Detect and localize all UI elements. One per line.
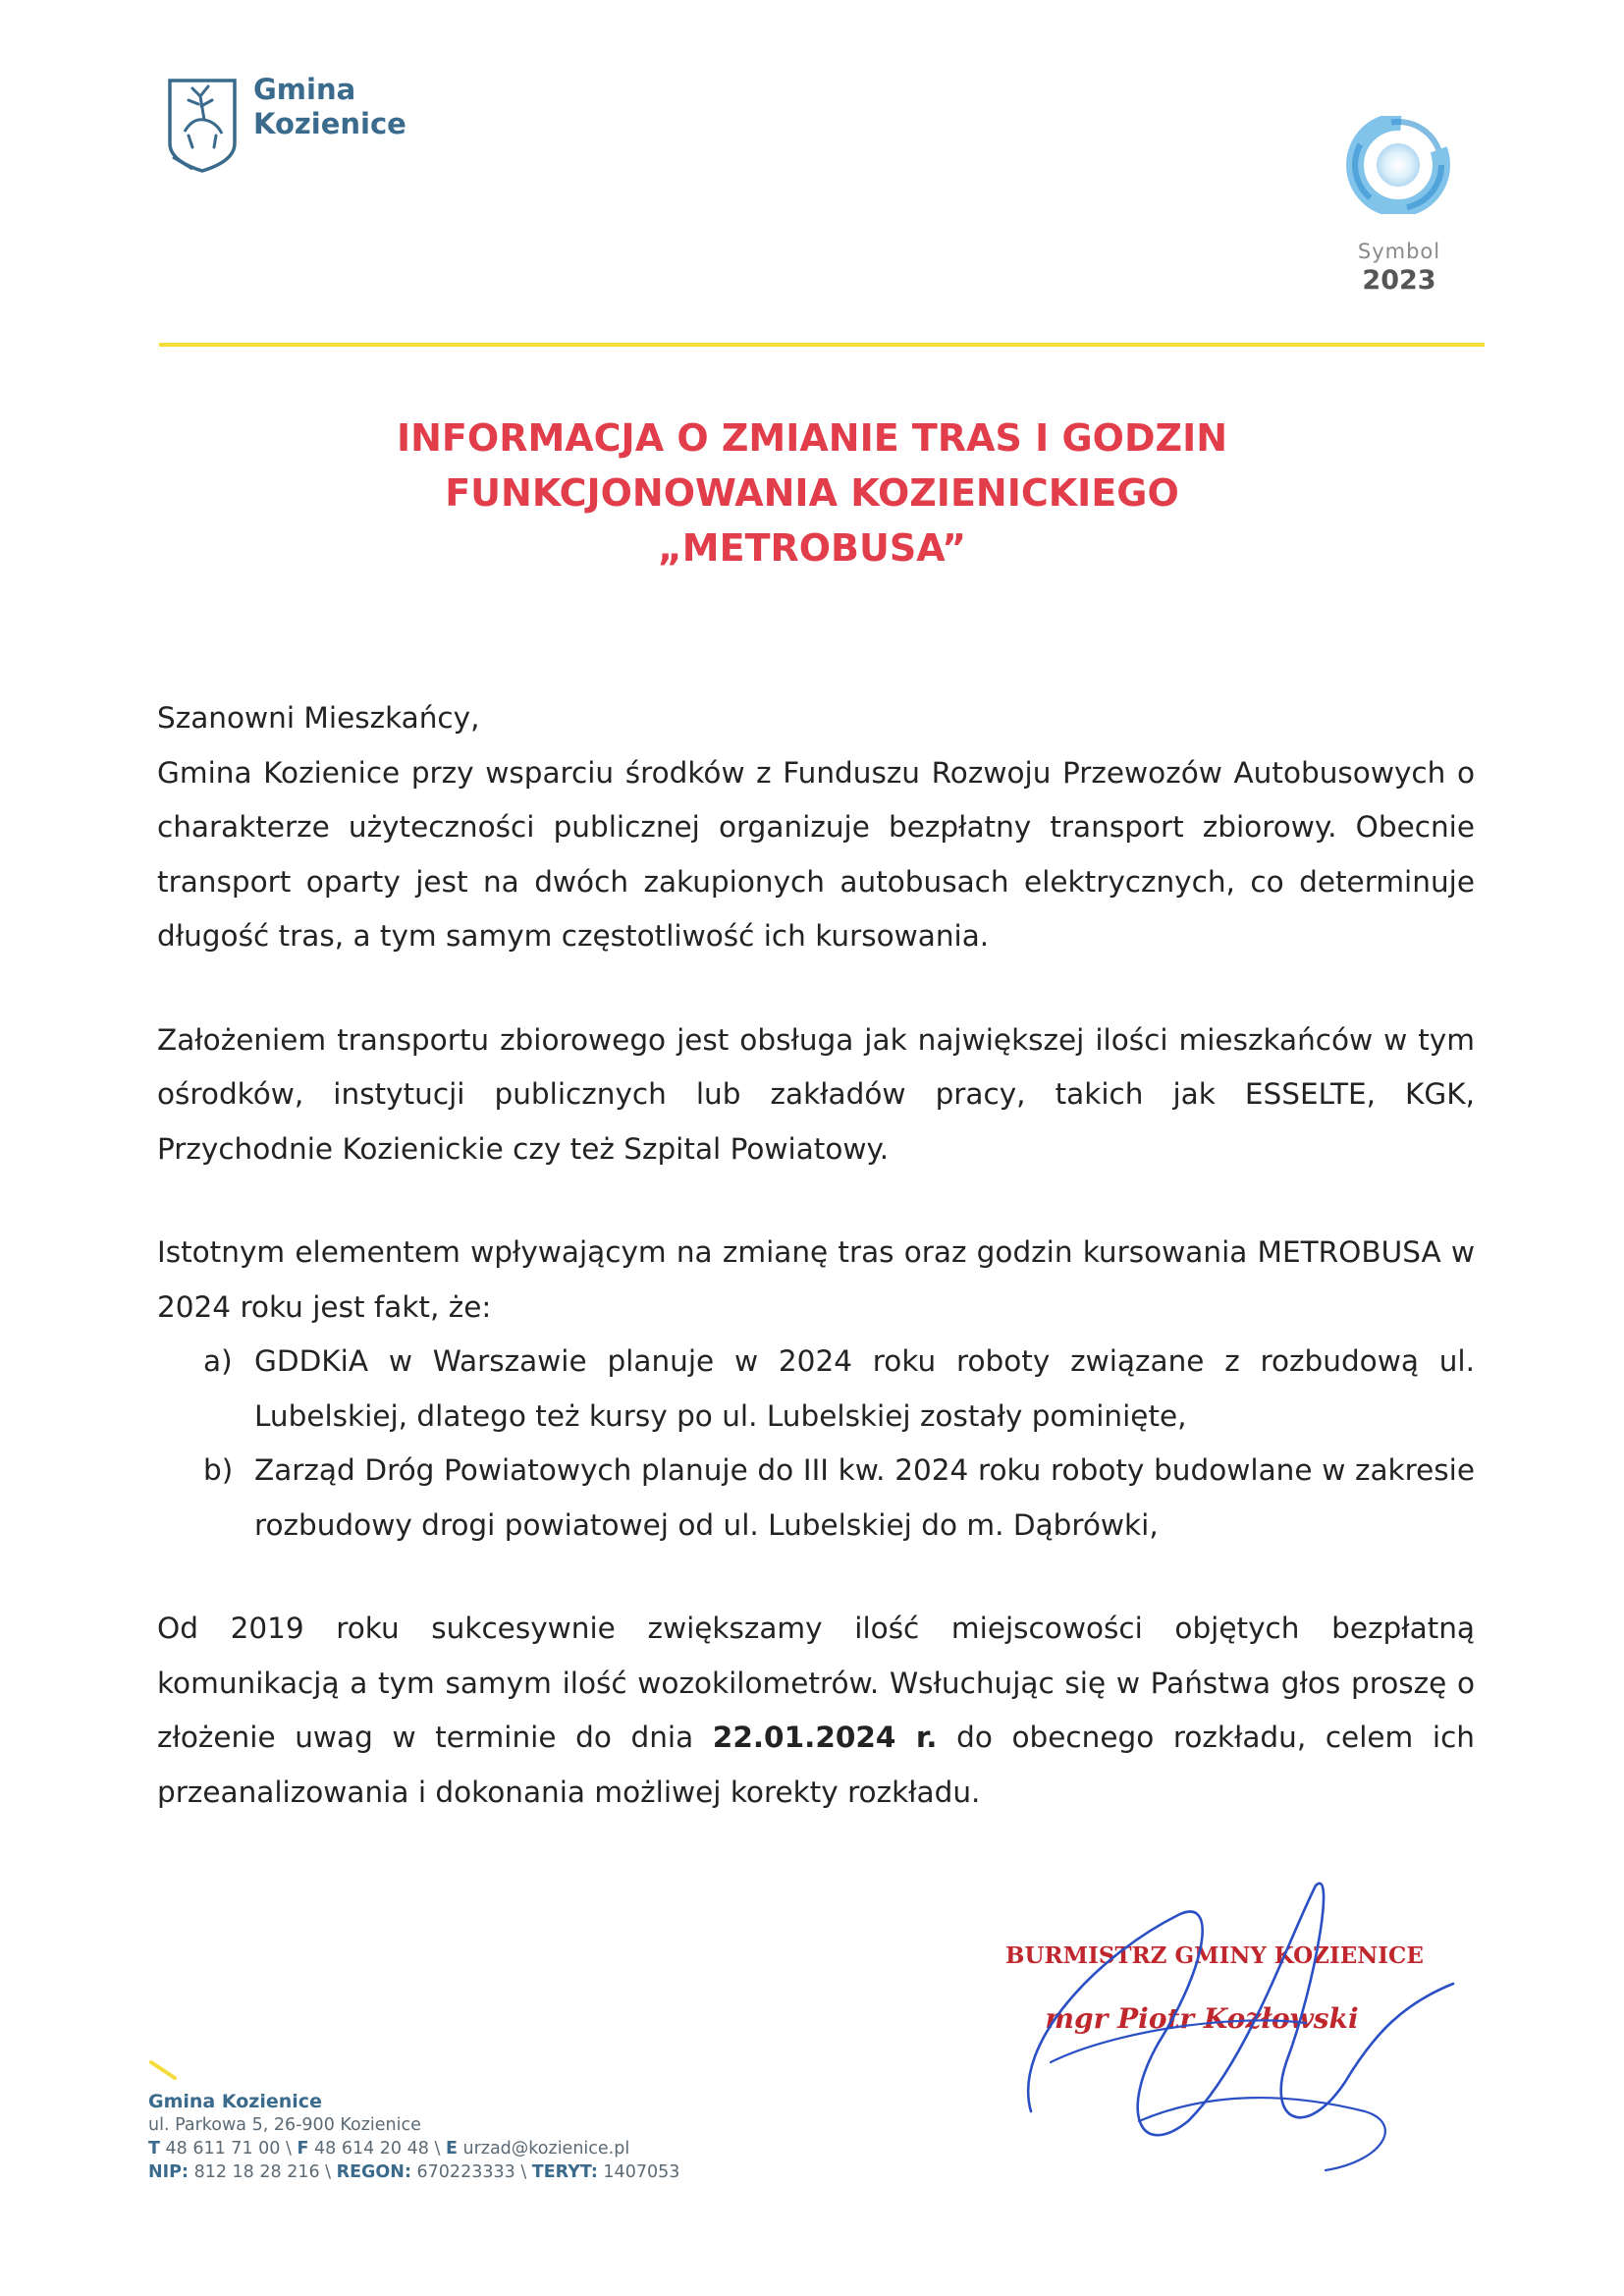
symbol-label: Symbol [1357,240,1441,263]
paragraph-2: Założeniem transportu zbiorowego jest obsługa jak największej ilości mieszkańców w tym ośrodków, instytucji publicznych lub zakładów pracy, takich jak ESSELTE, KGK, Przychodnie Kozienickie czy też Szpital Powiatowy. [157,1022,1475,1166]
header-divider [159,343,1485,347]
footer-address: ul. Parkowa 5, 26-900 Kozienice [148,2115,421,2135]
symbol-award-icon [1337,116,1459,214]
logo-line-1: Gmina [253,73,356,106]
document-title [157,410,1467,575]
list-item [157,1335,1475,1444]
footer-org-name: Gmina Kozienice [148,2091,322,2112]
handwritten-signature [992,1866,1463,2190]
paragraph-4-end: do obecnego rozkładu, celem ich przeanalizowania i dokonania możliwej korekty rozkładu. [157,1721,1475,1809]
footer-email: urzad@kozienice.pl [462,2139,630,2159]
title-line-2: FUNKCJONOWANIA KOZIENICKIEGO [445,471,1179,515]
footer-phones: T 48 611 71 00 \ F 48 614 20 48 \ E urzad@kozienice.pl [148,2139,630,2159]
list-marker: a) [203,1344,233,1378]
logo-name [253,73,406,141]
salutation: Szanowni Mieszkańcy, [157,701,480,735]
paragraph-4 [157,1602,1475,1820]
symbol-year: 2023 [1362,265,1436,296]
list-item-text: GDDKiA w Warszawie planuje w 2024 roku roboty związane z rozbudową ul. Lubelskiej, dlatego też kursy po ul. Lubelskiej zostały pominięte, [254,1344,1475,1433]
logo-line-2: Kozienice [253,107,406,140]
list-item-text: Zarząd Dróg Powiatowych planuje do III kw. 2024 roku roboty budowlane w zakresie rozbudowy drogi powiatowej od ul. Lubelskiej do m. Dąbrówki, [254,1453,1475,1542]
list-item [157,1444,1475,1553]
paragraph-4-start: Od 2019 roku sukcesywnie zwiększamy ilość miejscowości objętych bezpłatną komunikacją a tym samym ilość wozokilometrów. Wsłuchując się w Państwa głos proszę o złożenie uwag w terminie do dnia [157,1612,1475,1754]
paragraph-3: Istotnym elementem wpływającym na zmianę tras oraz godzin kursowania METROBUSA w 2024 roku jest fakt, że: [157,1235,1475,1324]
letter-body [157,691,1475,1820]
stamp-office: BURMISTRZ GMINY KOZIENICE [1005,1942,1424,1969]
footer-contact [148,2090,679,2184]
paragraph-1: Gmina Kozienice przy wsparciu środków z Funduszu Rozwoju Przewozów Autobusowych o charakterze użyteczności publicznej organizuje bezpłatny transport zbiorowy. Obecnie transport oparty jest na dwóch zakupionych autobusach elektrycznych, co determinuje długość tras, a tym samym częstotliwość ich kursowania. [157,755,1475,953]
title-line-3: „METROBUSA” [657,526,967,570]
stamp-name: mgr Piotr Kozłowski [1045,2002,1359,2035]
footer-registry: NIP: 812 18 28 216 \ REGON: 670223333 \ TERYT: 1407053 [148,2162,680,2182]
title-line-1: INFORMACJA O ZMIANIE TRAS I GODZIN [396,416,1228,460]
deadline-date: 22.01.2024 r. [712,1721,938,1754]
change-reasons-list [157,1335,1475,1553]
deer-emblem-icon [165,75,240,173]
list-marker: b) [203,1453,234,1487]
footer-accent-icon [147,2058,196,2088]
